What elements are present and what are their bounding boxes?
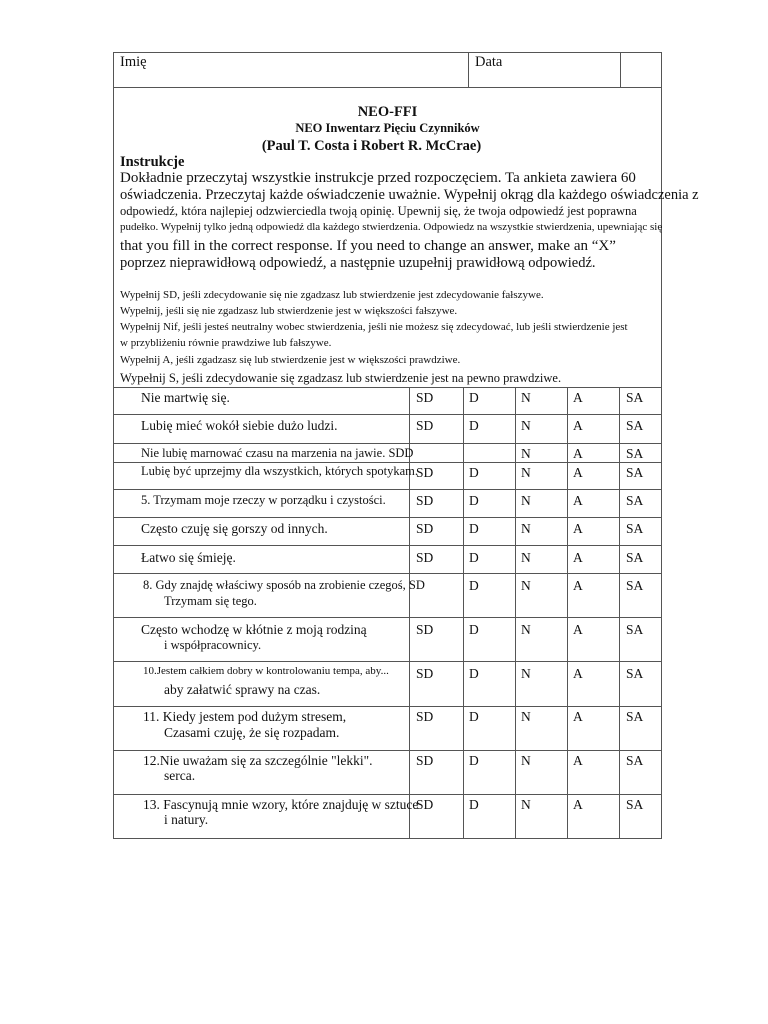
option-sa[interactable]: SA: [626, 521, 644, 536]
item-statement-cont: serca.: [164, 768, 196, 783]
option-sd[interactable]: SD: [416, 797, 434, 812]
legend-d: Wypełnij, jeśli się nie zgadzasz lub stwierdzenie jest w większości fałszywe.: [120, 305, 458, 317]
item-statement: Często wchodzę w kłótnie z moją rodziną: [141, 622, 367, 637]
option-d[interactable]: D: [469, 666, 479, 681]
items-col-border: [567, 387, 568, 838]
page-title: NEO-FFI: [357, 104, 418, 120]
option-sd[interactable]: SD: [416, 550, 434, 565]
item-statement-cont: Trzymam się tego.: [164, 594, 257, 608]
option-sa[interactable]: SA: [626, 753, 644, 768]
item-statement: Lubię być uprzejmy dla wszystkich, których spotykam.: [141, 464, 419, 478]
item-statement: 10.Jestem całkiem dobry w kontrolowaniu tempa, aby...: [143, 665, 389, 677]
option-d[interactable]: D: [469, 521, 479, 536]
option-d[interactable]: D: [469, 753, 479, 768]
item-statement-cont: Czasami czuję, że się rozpadam.: [164, 725, 340, 740]
items-row-border: [113, 387, 662, 388]
items-row-border: [113, 443, 662, 444]
option-d[interactable]: D: [469, 418, 479, 433]
instruction-line-3: odpowiedź, która najlepiej odzwierciedla twoją opinię. Upewnij się, że twoja odpowiedź jest poprawna: [120, 204, 637, 218]
item-statement: 8. Gdy znajdę właściwy sposób na zrobienie czegoś, SD: [143, 578, 425, 592]
items-row-border: [113, 617, 662, 618]
option-a[interactable]: A: [573, 550, 583, 565]
instruction-line-5: that you fill in the correct response. If you need to change an answer, make an “X”: [120, 238, 616, 254]
option-n[interactable]: N: [521, 493, 531, 508]
option-sd[interactable]: SD: [416, 521, 434, 536]
item-statement: 5. Trzymam moje rzeczy w porządku i czystości.: [141, 493, 386, 507]
items-row-border: [113, 462, 662, 463]
date-label: Data: [475, 54, 503, 70]
option-a[interactable]: A: [573, 418, 583, 433]
option-a[interactable]: A: [573, 521, 583, 536]
page-subtitle: NEO Inwentarz Pięciu Czynników: [295, 121, 480, 135]
option-a[interactable]: A: [573, 465, 583, 480]
items-row-border: [113, 545, 662, 546]
item-statement-cont: i współpracownicy.: [164, 638, 262, 652]
items-col-border: [515, 387, 516, 838]
items-row-border: [113, 838, 662, 839]
legend-a: Wypełnij A, jeśli zgadzasz się lub stwierdzenie jest w większości prawdziwe.: [120, 354, 461, 366]
option-sd[interactable]: SD: [416, 493, 434, 508]
option-n[interactable]: N: [521, 666, 531, 681]
option-n[interactable]: N: [521, 446, 531, 461]
option-sa[interactable]: SA: [626, 578, 644, 593]
option-n[interactable]: N: [521, 418, 531, 433]
legend-sd: Wypełnij SD, jeśli zdecydowanie się nie zgadzasz lub stwierdzenie jest zdecydowanie fałszywe.: [120, 289, 544, 301]
option-sa[interactable]: SA: [626, 390, 644, 405]
option-a[interactable]: A: [573, 390, 583, 405]
frame-left-border: [113, 52, 114, 839]
instruction-line-2: oświadczenia. Przeczytaj każde oświadczenie uważnie. Wypełnij okrąg dla każdego oświadczenia z: [120, 187, 699, 203]
items-row-border: [113, 706, 662, 707]
option-sd[interactable]: SD: [416, 622, 434, 637]
option-n[interactable]: N: [521, 709, 531, 724]
option-d[interactable]: D: [469, 465, 479, 480]
items-col-border: [463, 387, 464, 838]
option-sa[interactable]: SA: [626, 797, 644, 812]
option-sa[interactable]: SA: [626, 709, 644, 724]
option-a[interactable]: A: [573, 709, 583, 724]
option-a[interactable]: A: [573, 753, 583, 768]
item-statement: 13. Fascynują mnie wzory, które znajduję w sztuce: [143, 797, 419, 812]
frame-right-border: [661, 52, 662, 839]
items-row-border: [113, 414, 662, 415]
legend-n: Wypełnij Nif, jeśli jesteś neutralny wobec stwierdzenia, jeśli nie możesz się zdecydować, lub jeśli stwierdzenie jest: [120, 321, 628, 333]
item-statement: 12.Nie uważam się za szczególnie "lekki".: [143, 753, 373, 768]
name-label: Imię: [120, 54, 147, 70]
option-n[interactable]: N: [521, 521, 531, 536]
instruction-line-1: Dokładnie przeczytaj wszystkie instrukcje przed rozpoczęciem. Ta ankieta zawiera 60: [120, 170, 636, 186]
option-n[interactable]: N: [521, 753, 531, 768]
items-row-border: [113, 517, 662, 518]
option-sd[interactable]: SD: [416, 465, 434, 480]
items-row-border: [113, 661, 662, 662]
option-n[interactable]: N: [521, 550, 531, 565]
option-d[interactable]: D: [469, 390, 479, 405]
option-a[interactable]: A: [573, 578, 583, 593]
instruction-line-6: poprzez nieprawidłową odpowiedź, a następnie uzupełnij prawidłową odpowiedź.: [120, 255, 596, 271]
option-sa[interactable]: SA: [626, 493, 644, 508]
option-n[interactable]: N: [521, 622, 531, 637]
item-statement-cont: i natury.: [164, 812, 209, 827]
option-n[interactable]: N: [521, 390, 531, 405]
item-statement: Nie martwię się.: [141, 390, 230, 405]
option-a[interactable]: A: [573, 797, 583, 812]
header-divider-2: [620, 52, 621, 87]
header-top-border: [113, 52, 662, 53]
header-bottom-border: [113, 87, 662, 88]
option-sd[interactable]: SD: [416, 390, 434, 405]
option-d[interactable]: D: [469, 622, 479, 637]
items-row-border: [113, 750, 662, 751]
item-statement-cont: aby załatwić sprawy na czas.: [164, 682, 321, 697]
option-d[interactable]: D: [469, 709, 479, 724]
option-sa[interactable]: SA: [626, 622, 644, 637]
items-row-border: [113, 573, 662, 574]
item-statement: 11. Kiedy jestem pod dużym stresem,: [143, 709, 347, 724]
option-sd[interactable]: SD: [416, 753, 434, 768]
header-divider-1: [468, 52, 469, 87]
instructions-heading: Instrukcje: [120, 154, 185, 170]
items-row-border: [113, 794, 662, 795]
option-sd[interactable]: SD: [416, 418, 434, 433]
option-d[interactable]: D: [469, 797, 479, 812]
item-statement: Często czuję się gorszy od innych.: [141, 521, 328, 536]
option-sa[interactable]: SA: [626, 446, 644, 461]
item-statement: Łatwo się śmieję.: [141, 550, 236, 565]
option-d[interactable]: D: [469, 578, 479, 593]
option-sd[interactable]: SD: [416, 666, 434, 681]
instruction-line-4: pudełko. Wypełnij tylko jedną odpowiedź dla każdego stwierdzenia. Odpowiedz na wszystkie stwierdzenia, upewniając się: [120, 221, 663, 233]
option-sa[interactable]: SA: [626, 666, 644, 681]
option-a[interactable]: A: [573, 666, 583, 681]
item-statement: Nie lubię marnować czasu na marzenia na jawie. SDD: [141, 446, 414, 460]
option-sa[interactable]: SA: [626, 550, 644, 565]
items-row-border: [113, 489, 662, 490]
option-sd[interactable]: SD: [416, 709, 434, 724]
option-sa[interactable]: SA: [626, 465, 644, 480]
option-n[interactable]: N: [521, 465, 531, 480]
option-sa[interactable]: SA: [626, 418, 644, 433]
option-n[interactable]: N: [521, 797, 531, 812]
option-d[interactable]: D: [469, 550, 479, 565]
item-statement: Lubię mieć wokół siebie dużo ludzi.: [141, 418, 338, 433]
option-n[interactable]: N: [521, 578, 531, 593]
option-a[interactable]: A: [573, 493, 583, 508]
legend-sa: Wypełnij S, jeśli zdecydowanie się zgadzasz lub stwierdzenie jest na pewno prawdziwe.: [120, 371, 562, 385]
items-col-border: [619, 387, 620, 838]
option-d[interactable]: D: [469, 493, 479, 508]
option-a[interactable]: A: [573, 622, 583, 637]
legend-n-cont: w przybliżeniu równie prawdziwe lub fałszywe.: [120, 337, 332, 349]
authors-line: (Paul T. Costa i Robert R. McCrae): [261, 138, 482, 154]
option-a[interactable]: A: [573, 446, 583, 461]
